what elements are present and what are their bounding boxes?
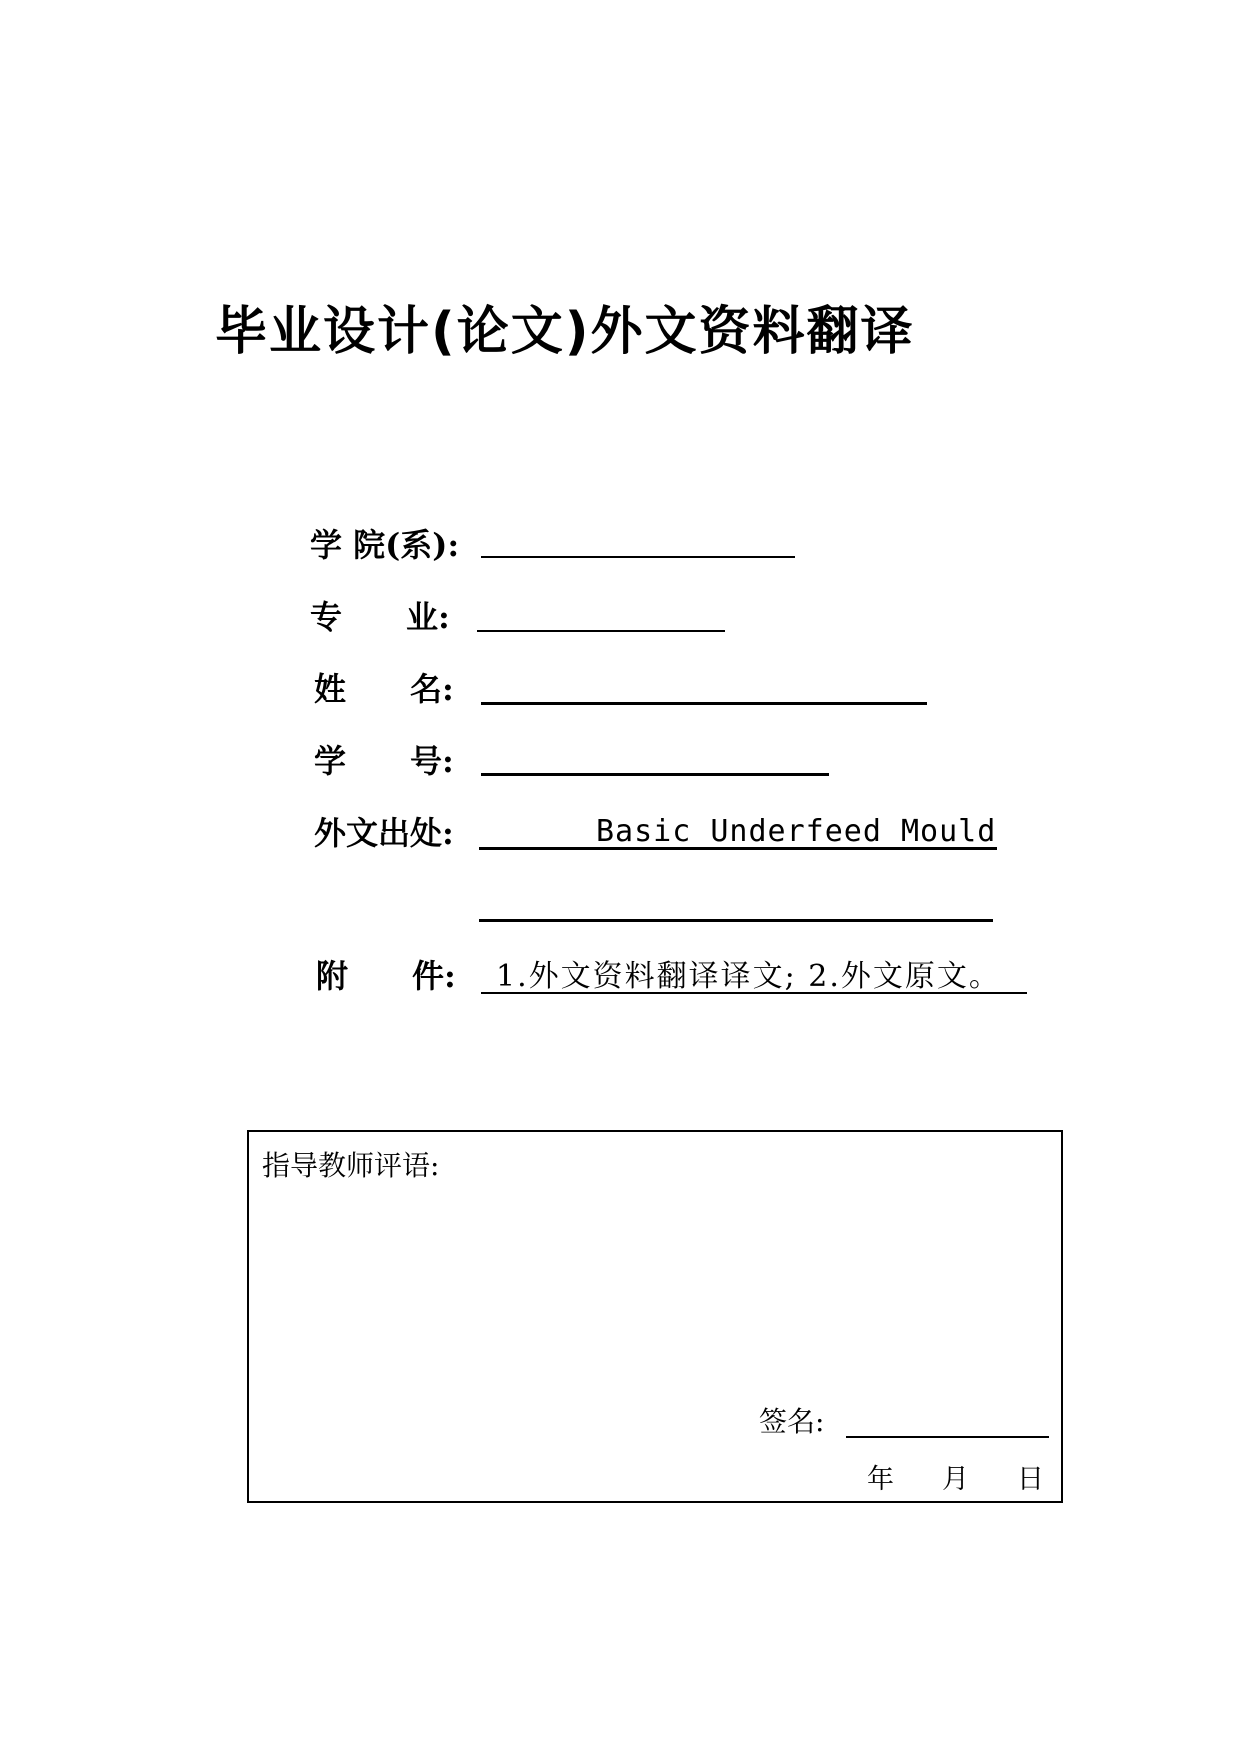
attachment-blank[interactable] [481,992,1027,994]
name-blank[interactable] [481,702,927,705]
year-label: 年 [867,1464,894,1495]
major-blank[interactable] [477,630,725,632]
supervisor-comment-box[interactable] [247,1130,1063,1503]
day-label: 日 [1017,1464,1044,1495]
month-label: 月 [942,1464,969,1495]
major-label: 专 业: [310,598,450,636]
attachment-value: 1.外文资料翻译译文; 2.外文原文。 [496,959,1001,994]
source-label: 外文出处: [314,814,454,852]
supervisor-comment-label: 指导教师评语: [262,1149,440,1182]
college-label: 学 院(系): [310,526,460,564]
source-blank-second[interactable] [479,919,993,922]
college-blank[interactable] [481,556,795,558]
document-title: 毕业设计(论文)外文资料翻译 [215,302,915,362]
source-blank[interactable] [479,847,997,850]
source-value: Basic Underfeed Mould [596,814,997,849]
student-id-blank[interactable] [481,773,829,776]
student-id-label: 学 号: [314,742,454,780]
signature-blank[interactable] [846,1436,1049,1438]
date-row [867,1462,1044,1498]
attachment-label: 附 件: [316,957,456,995]
signature-label: 签名: [759,1405,825,1438]
name-label: 姓 名: [314,670,454,708]
